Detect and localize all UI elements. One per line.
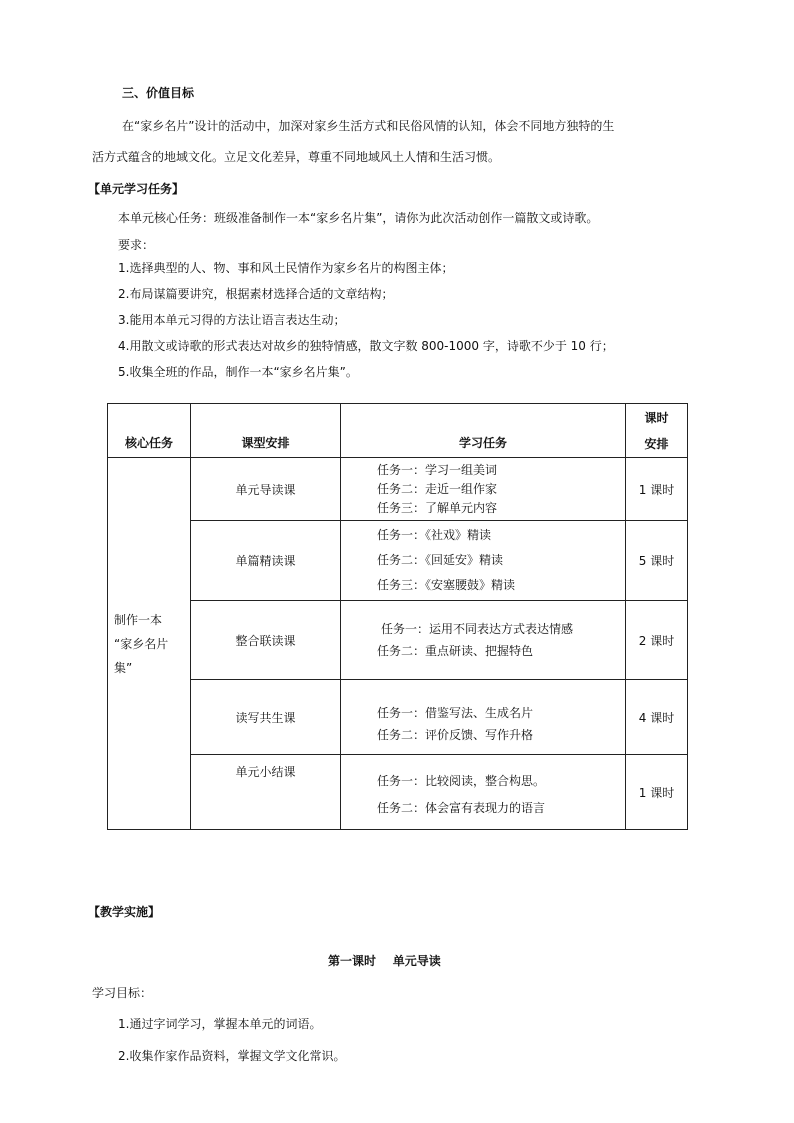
core-task-line: 制作一本	[114, 612, 163, 627]
learning-tasks-cell	[341, 755, 626, 830]
value-goal-paragraph-line1: 在“家乡名片”设计的活动中，加深对家乡生活方式和民俗风情的认知，体会不同地方独特的生	[122, 119, 615, 133]
task-line: 任务一：《社戏》精读	[377, 528, 492, 542]
learning-tasks-cell	[341, 601, 626, 680]
lesson-type-cell: 单篇精读课	[191, 521, 341, 601]
header-class-hours-line2: 安排	[644, 436, 669, 451]
learning-tasks-cell	[341, 458, 626, 521]
table-row	[108, 458, 688, 521]
class-hours-cell: 2 课时	[626, 601, 688, 680]
task-line: 任务三：了解单元内容	[377, 500, 498, 515]
lesson-plan-table	[107, 403, 688, 830]
requirements-label: 要求：	[118, 238, 155, 252]
unit-task-heading: 【单元学习任务】	[88, 182, 185, 196]
core-task-cell	[108, 458, 191, 830]
task-line: 任务二：《回延安》精读	[377, 553, 504, 567]
learning-goal-item: 2.收集作家作品资料，掌握文学文化常识。	[118, 1049, 346, 1063]
lesson-type-cell: 单元小结课	[191, 755, 341, 830]
table-row	[108, 601, 688, 680]
table-header-row	[108, 404, 688, 458]
header-lesson-type: 课型安排	[191, 404, 341, 458]
header-class-hours	[626, 404, 688, 458]
header-core-task: 核心任务	[108, 404, 191, 458]
lesson-type-cell: 单元导读课	[191, 458, 341, 521]
table-row	[108, 680, 688, 755]
requirement-item: 4.用散文或诗歌的形式表达对故乡的独特情感，散文字数 800-1000 字，诗歌不少于 10 行；	[118, 339, 614, 353]
teaching-implementation-heading: 【教学实施】	[88, 905, 161, 919]
task-line: 任务二：体会富有表现力的语言	[377, 801, 546, 815]
task-line: 任务一：学习一组美词	[377, 462, 498, 477]
learning-tasks-cell	[341, 521, 626, 601]
value-goal-heading: 三、价值目标	[122, 86, 195, 100]
class-hours-cell: 1 课时	[626, 458, 688, 521]
task-line: 任务二：走近一组作家	[377, 481, 498, 496]
task-line: 任务二：重点研读、把握特色	[377, 644, 534, 658]
header-learning-tasks: 学习任务	[341, 404, 626, 458]
task-line: 任务一：借鉴写法、生成名片	[377, 706, 534, 720]
core-task-statement: 本单元核心任务：班级准备制作一本“家乡名片集”，请你为此次活动创作一篇散文或诗歌。	[118, 211, 599, 225]
header-class-hours-line1: 课时	[644, 410, 669, 425]
task-line: 任务一：运用不同表达方式表达情感	[381, 622, 574, 636]
learning-tasks-cell	[341, 680, 626, 755]
requirement-item: 5.收集全班的作品，制作一本“家乡名片集”。	[118, 365, 358, 379]
class-hours-cell: 5 课时	[626, 521, 688, 601]
requirement-item: 1.选择典型的人、物、事和风土民情作为家乡名片的构图主体；	[118, 261, 454, 275]
task-line: 任务一：比较阅读，整合构思。	[377, 774, 546, 788]
lesson-type-cell: 整合联读课	[191, 601, 341, 680]
requirement-item: 3.能用本单元习得的方法让语言表达生动；	[118, 313, 346, 327]
table-row	[108, 755, 688, 830]
requirement-item: 2.布局谋篇要讲究，根据素材选择合适的文章结构；	[118, 287, 394, 301]
class-hours-cell: 1 课时	[626, 755, 688, 830]
learning-goal-item: 1.通过字词学习，掌握本单元的词语。	[118, 1017, 322, 1031]
core-task-line: 集”	[114, 660, 133, 675]
learning-goals-label: 学习目标：	[92, 986, 153, 1000]
task-line: 任务三：《安塞腰鼓》精读	[377, 578, 516, 592]
class-hours-cell: 4 课时	[626, 680, 688, 755]
lesson-type-cell: 读写共生课	[191, 680, 341, 755]
lesson-title: 第一课时 单元导读	[328, 954, 441, 968]
task-line: 任务二：评价反馈、写作升格	[377, 728, 534, 742]
core-task-line: “家乡名片	[114, 636, 169, 651]
value-goal-paragraph-line2: 活方式蕴含的地域文化。立足文化差异，尊重不同地域风土人情和生活习惯。	[92, 150, 501, 164]
table-row	[108, 521, 688, 601]
